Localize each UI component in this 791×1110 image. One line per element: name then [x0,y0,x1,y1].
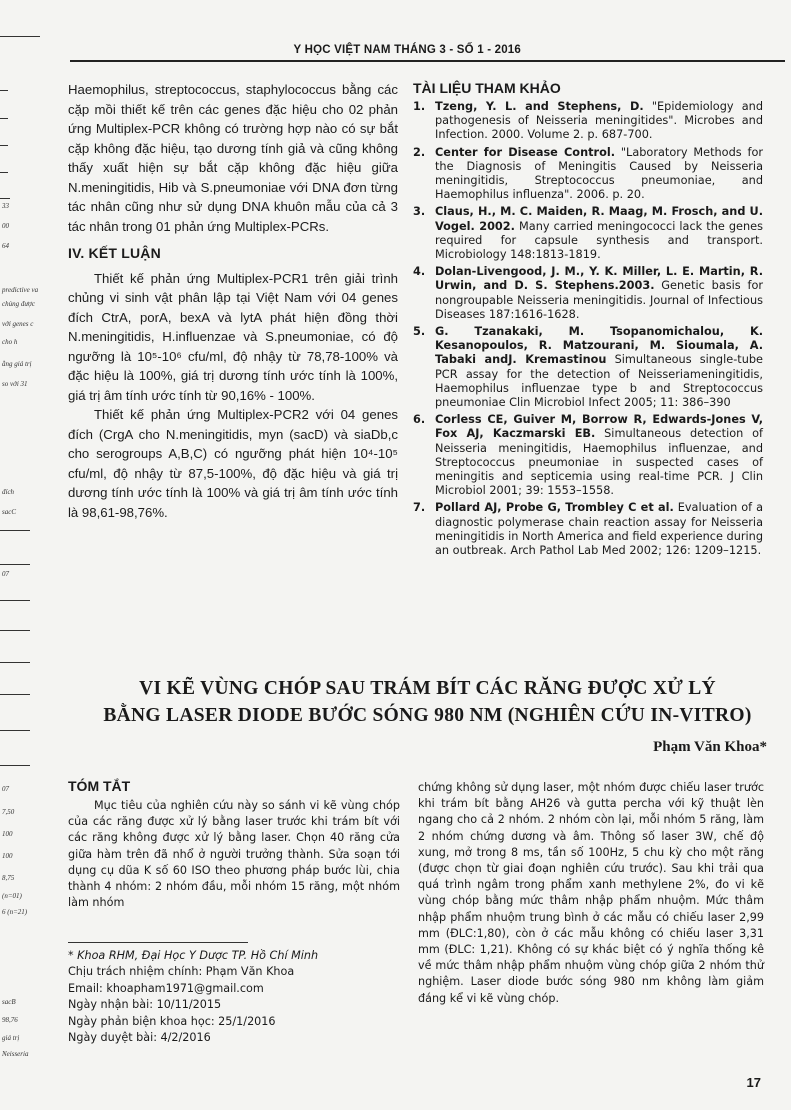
reference-body [435,100,763,143]
margin-fragment: sacB [2,998,16,1006]
margin-fragment: 00 [2,222,9,230]
margin-fragment: 33 [2,202,9,210]
paragraph: Haemophilus, streptococcus, staphylococcus bằng các cặp mồi thiết kế trên các genes đặc hiệu cho 02 phản ứng Multiplex-PCR không có trường hợp nào có sự bắt cặp không đặc hiệu, tạo dương tính giả và cũng không thấy xuất hiện sự bắt cặp không đặc hiệu giữa N.meningitidis, Hib và S.pneumoniae với DNA đơn từng tác nhân cũng như sử dụng DNA khuôn mẫu của cả 3 tác nhân trong 01 phản ứng Multiplex-PCRs. [68,82,398,234]
margin-fragment: Neisseria [2,1050,29,1058]
margin-fragment: 8,75 [2,874,15,882]
running-head: Y HỌC VIỆT NAM THÁNG 3 - SỐ 1 - 2016 [293,44,521,56]
article-title-line: BẰNG LASER DIODE BƯỚC SÓNG 980 NM (NGHIÊN CỨU IN-VITRO) [103,705,752,726]
reference-authors: Dolan-Livengood, J. M., Y. K. Miller, L. E. Martin, R. Urwin, and D. S. Stephens.2003. [435,265,763,293]
reference-text: Genetic basis for nongroupable Neisseria meningitidis. Journal of Infectious Diseases 187:1616-1628. [435,279,763,321]
header-rule [70,60,785,62]
margin-fragment: cho h [2,338,18,346]
margin-fragment: 07 [2,785,9,793]
email: Email: khoapham1971@gmail.com [68,981,264,995]
reference-item [413,265,763,322]
reference-authors: G. Tzanakaki, M. Tsopanomichalou, K. Kesanopoulos, R. Matzourani, M. Sioumala, A. Tabaki andJ. Kremastinou [435,325,763,367]
reference-authors: Pollard AJ, Probe G, Trombley C et al. [435,501,674,515]
reference-number: 3. [413,205,426,219]
footnote-rule [68,942,248,943]
article-title [70,675,785,729]
reference-number: 6. [413,413,426,427]
reference-authors: Corless CE, Guiver M, Borrow R, Edwards-Jones V, Fox AJ, Kaczmarski EB. [435,413,763,441]
page-number: 17 [746,1075,761,1090]
margin-fragment: so với 31 [2,380,28,388]
reference-text: "Laboratory Methods for the Diagnosis of Meningitis Caused by Neisseria meningitidis, Streptococcus pneumoniae, and Haemophilus influenza". 2006. p. 20. [435,145,764,202]
reference-text: Evaluation of a diagnostic polymerase chain reaction assay for Neisseria meningitidis in North America and field experience during an outbreak. Arch Pathol Lab Med 2002; 126: 1209–1215. [435,501,763,558]
margin-fragment: 6 (n=21) [2,908,28,916]
margin-fragment: 98,76 [2,1016,18,1024]
article-title-line: VI KẼ VÙNG CHÓP SAU TRÁM BÍT CÁC RĂNG ĐƯỢC XỬ LÝ [139,678,716,699]
reference-item [413,146,763,203]
margin-fragment: giá trị [2,1034,20,1042]
reference-text: Simultaneous single-tube PCR assay for the detection of Neisseriameningitidis, Haemophilus influenzae type b and Streptococcus pneumoniae Clin Microbiol Infect 2005; 11: 386–390 [435,353,763,410]
abstract-left-column [68,778,400,911]
paragraph: Thiết kế phản ứng Multiplex-PCR1 trên giải trình chủng vi sinh vật phân lập tại Việt Nam với 04 genes đích CtrA, porA, bexA và lytA phát hiện đồng thời N.meningitidis, H.influenzae và S.pneumoniae, có độ ngưỡng là 10⁵-10⁶ cfu/ml, độ nhậy từ 78,78-100% và đặc hiệu là 100%, giá trị dương tính ước tính là 100%, giá trị âm tính ước tính từ 90,16% - 100%. [68,270,398,403]
paragraph: Thiết kế phản ứng Multiplex-PCR2 với 04 genes đích (CrgA cho N.meningitidis, myn (sacD) và siaDb,c cho serogroups A,B,C) có ngưỡng phát hiện 10⁴-10⁵ cfu/ml, độ nhậy từ 87,5-100%, độ đặc hiệu và giá trị dương tính ước tính là 100% và giá trị âm tính ước tính là 98,61-98,76%. [68,407,398,520]
reference-item [413,413,763,498]
margin-fragment: với genes c [2,320,34,328]
references-heading: TÀI LIỆU THAM KHẢO [413,80,561,96]
reference-body [435,265,763,322]
reference-number: 2. [413,145,426,159]
reference-text: Many carried meningococci lack the genes required for capsule synthesis and transport. Microbiology 148:1813-1819. [435,219,763,262]
abstract-right-column [418,780,764,1007]
footnotes [68,948,400,1046]
margin-fragment: 100 [2,830,13,838]
reference-item [413,205,763,262]
margin-fragment: (n=01) [2,892,22,900]
reference-authors: Tzeng, Y. L. and Stephens, D. [435,100,644,113]
date-approved: Ngày duyệt bài: 4/2/2016 [68,1031,211,1045]
section-heading-conclusion: IV. KẾT LUẬN [68,245,161,261]
date-reviewed: Ngày phản biện khoa học: 25/1/2016 [68,1014,276,1028]
reference-body [435,325,763,410]
abstract-heading: TÓM TẮT [68,778,131,794]
reference-item [413,501,763,558]
reference-body [435,205,763,262]
margin-fragment: 7,50 [2,808,15,816]
references-section [413,80,763,561]
reference-authors: Claus, H., M. C. Maiden, R. Maag, M. Frosch, and U. Vogel. 2002. [435,205,763,233]
responsible-author: Chịu trách nhiệm chính: Phạm Văn Khoa [68,965,295,979]
reference-number: 4. [413,265,426,279]
abstract-text: chứng không sử dụng laser, một nhóm được chiếu laser trước khi trám bít bằng AH26 và gutta percha với kỹ thuật lèn ngang cho cả 2 nhóm. 2 nhóm còn lại, mỗi nhóm 5 răng, làm 2 nhóm chứng dương và âm. Thông số laser 3W, chế độ xung, mở trong 8 ms, tần số 100Hz, 5 chu kỳ cho một răng (được chọn từ giai đoạn nghiên cứu trước). Sau khi trải qua quá trình ngâm trong phẩm xanh methylene 2%, đo vi kẽ vùng chóp bằng mức thâm nhập phẩm nhuộm. Mức thâm nhập phẩm nhuộm trung bình ở các mẫu có chiếu laser 2,99 mm (ĐLC:1,80), còn ở các mẫu không có chiếu laser 3,31 mm (ĐLC: 1,21). Không có sự khác biệt có ý nghĩa thống kê về mức thâm nhập phẩm nhuộm vùng chóp giữa 2 nhóm thử nghiệm. Laser diode bước sóng 980 nm không làm giảm đáng kể vi kẽ vùng chóp. [418,781,764,1005]
affiliation: * Khoa RHM, Đại Học Y Dược TP. Hồ Chí Minh [68,949,319,962]
reference-authors: Center for Disease Control. [435,145,616,159]
abstract-text: Mục tiêu của nghiên cứu này so sánh vi kẽ vùng chóp của các răng được xử lý bằng laser trước khi trám bít với các răng không được xử lý bằng laser. Chọn 40 răng cửa giữa hàm trên đã nhổ ở người trưởng thành. Sửa soạn tới dụng cụ dũa K số 60 ISO theo phương pháp bước lùi, chia thành 4 nhóm: 2 nhóm đầu, mỗi nhóm 15 răng, một nhóm làm nhóm [68,799,400,910]
margin-fragment: sacC [2,508,16,516]
margin-fragment: 100 [2,852,13,860]
margin-fragment: đích [2,488,15,496]
margin-fragment: ằng giá trị [2,360,32,368]
reference-body [435,501,763,558]
reference-item [413,325,763,410]
reference-body [435,146,763,203]
author-name: Phạm Văn Khoa* [653,739,767,755]
reference-number: 1. [413,100,426,113]
margin-fragment: predictive va [2,286,39,294]
date-received: Ngày nhận bài: 10/11/2015 [68,998,222,1012]
reference-number: 5. [413,325,426,339]
previous-article-left-column [68,80,398,522]
margin-fragment: chủng được [2,300,36,308]
reference-text: Simultaneous detection of Neisseria meningitidis, Haemophilus influenzae, and Streptococcus pneumoniae in suspected cases of meningitis and septicemia using real-time PCR. J Clin Microbiol 2001; 39: 1553–1558. [435,427,764,498]
reference-item [413,100,763,143]
margin-fragment: 07 [2,570,9,578]
margin-fragment: 64 [2,242,9,250]
reference-body [435,413,763,498]
adjacent-page-edge [0,30,55,1110]
reference-number: 7. [413,501,426,515]
reference-text: "Epidemiology and pathogenesis of Neisseria meningitides". Microbes and Infection. 2000. Volume 2. p. 687-700. [435,100,763,142]
